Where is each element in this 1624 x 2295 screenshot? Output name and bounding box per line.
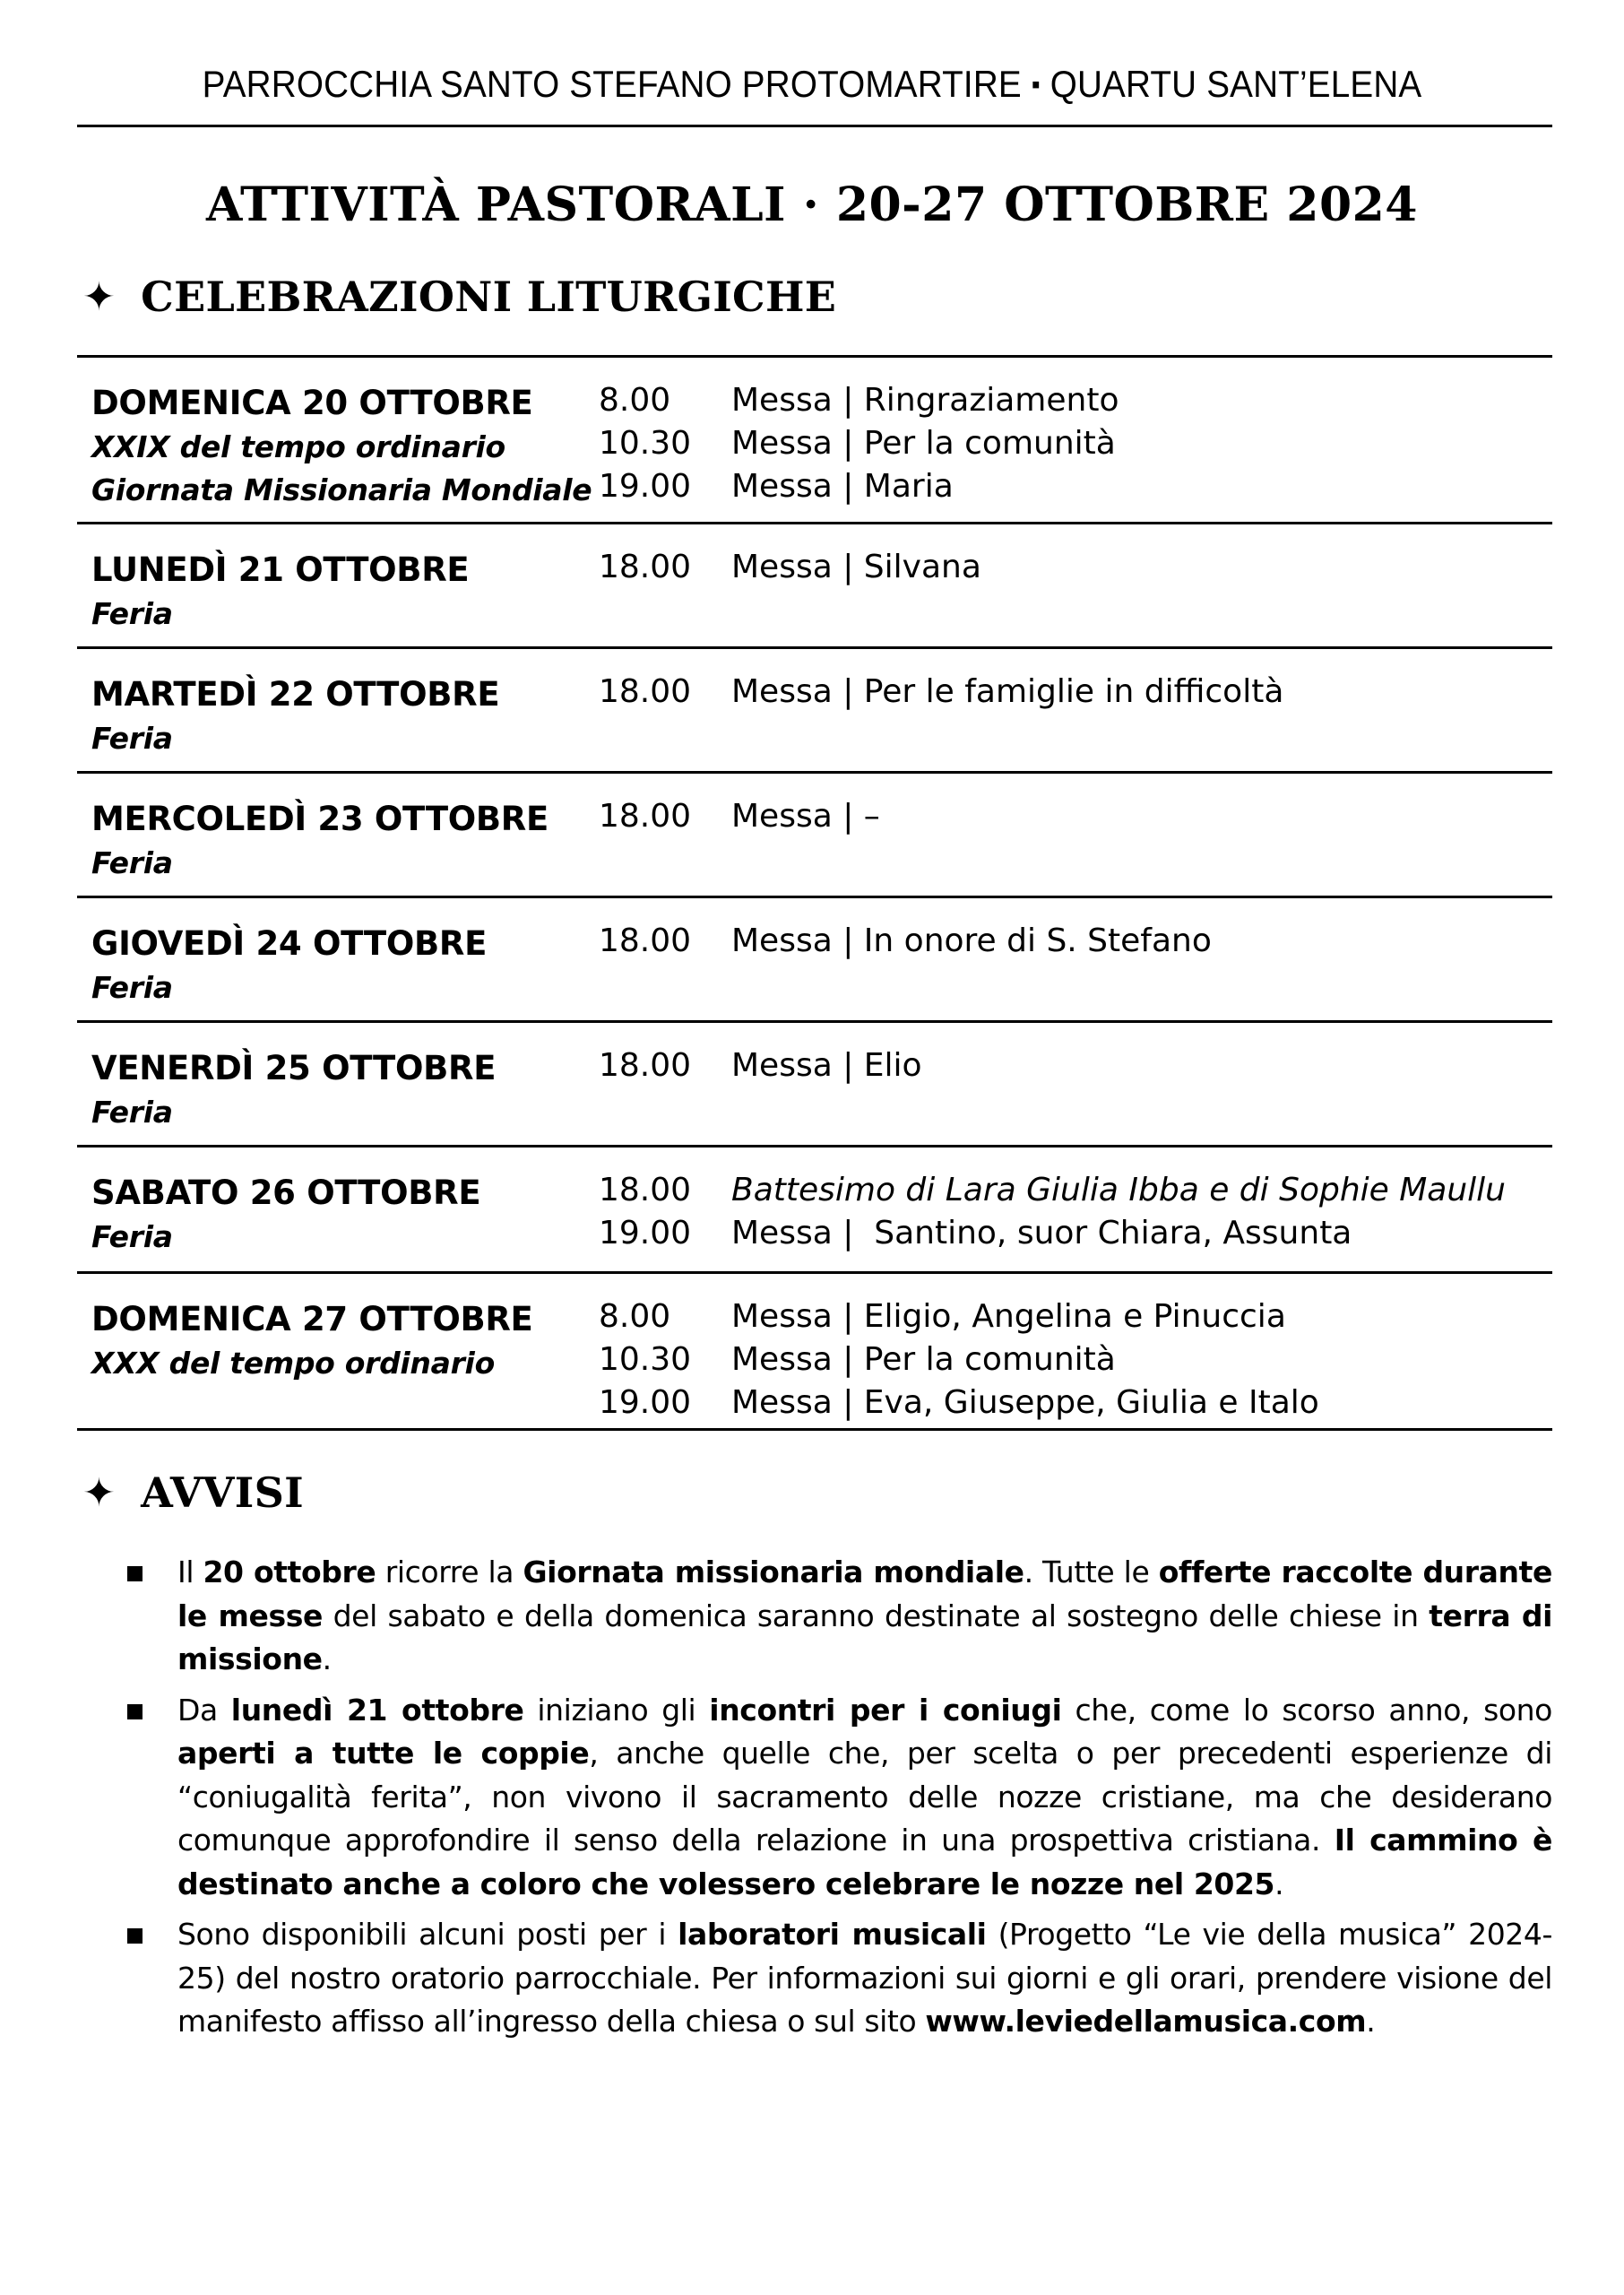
day-name: SABATO 26 OTTOBRE [91, 1173, 481, 1212]
mass-intention: Messa | Silvana [731, 549, 981, 585]
schedule-row [77, 898, 1552, 1020]
mass-entry [599, 379, 1552, 422]
liturgy-section-heading [82, 273, 836, 321]
day-subtitle: XXX del tempo ordinario [91, 1346, 495, 1381]
notice-emphasis: aperti a tutte le coppie [177, 1736, 590, 1771]
mass-list [599, 1274, 1552, 1428]
notice-text: che, come lo scorso anno, sono [1061, 1692, 1552, 1728]
notice-text: ricorre la [376, 1555, 523, 1589]
notice-text: . Tutte le [1024, 1555, 1159, 1589]
notice-emphasis: terra di missione [177, 1598, 1552, 1676]
notices-heading-text: AVVISI [141, 1468, 304, 1517]
notice-text: Sono disponibili alcuni posti per i [177, 1917, 678, 1952]
day-name: MERCOLEDÌ 23 OTTOBRE [91, 800, 549, 838]
bullet-square-icon [127, 1928, 143, 1944]
mass-time: 19.00 [599, 1215, 692, 1251]
mass-intention: Messa | Per la comunità [731, 425, 1116, 462]
liturgy-heading-text: CELEBRAZIONI LITURGICHE [141, 273, 837, 321]
notice-item [77, 1689, 1552, 1907]
day-label [77, 649, 599, 771]
day-name: VENERDÌ 25 OTTOBRE [91, 1049, 497, 1087]
schedule-row [77, 1023, 1552, 1145]
mass-intention: Messa | In onore di S. Stefano [731, 922, 1212, 959]
parish-header [65, 63, 1559, 106]
mass-intention: Messa | Per la comunità [731, 1341, 1116, 1378]
mass-list [599, 524, 1552, 646]
title-separator: · [802, 178, 820, 232]
mass-entry [599, 465, 1552, 508]
notices-list [77, 1551, 1552, 2051]
day-label [77, 1274, 599, 1428]
star-icon: ✦ [82, 1469, 117, 1516]
day-name: GIOVEDÌ 24 OTTOBRE [91, 924, 488, 963]
day-label [77, 898, 599, 1020]
notice-item [77, 1551, 1552, 1682]
notices-section-heading [82, 1468, 304, 1517]
day-subtitle: Feria [91, 1095, 173, 1130]
day-subtitle: Feria [91, 1219, 173, 1254]
notice-text: , anche quelle che, per scelta o per precedenti esperienze di “coniugalità ferita”, non vivono il sacramento delle nozze cristiane, ma che desiderano comunque approfondire il senso della relazione in una prospettiva cristiana. [177, 1736, 1553, 1858]
notice-text: iniziano gli [523, 1692, 710, 1728]
day-subtitle: Feria [91, 596, 173, 631]
mass-entry [599, 1169, 1552, 1212]
day-label [77, 1023, 599, 1145]
notice-emphasis: Giornata missionaria mondiale [523, 1555, 1024, 1589]
mass-entry [599, 546, 1552, 589]
title-main: ATTIVITÀ PASTORALI [205, 178, 786, 232]
notice-text: Da [177, 1692, 231, 1728]
notice-item [77, 1913, 1552, 2044]
mass-time: 10.30 [599, 1341, 692, 1378]
mass-list [599, 898, 1552, 1020]
mass-entry [599, 1381, 1552, 1425]
mass-entry [599, 422, 1552, 465]
mass-intention: Messa | – [731, 798, 880, 835]
mass-list [599, 774, 1552, 896]
mass-list [599, 1148, 1552, 1271]
mass-time: 18.00 [599, 1047, 692, 1084]
mass-intention: Messa | Eva, Giuseppe, Giulia e Italo [731, 1384, 1319, 1421]
header-separator: ▪ [1031, 70, 1041, 100]
day-subtitle: Feria [91, 845, 173, 880]
mass-intention: Messa | Per le famiglie in difficoltà [731, 673, 1284, 710]
notice-emphasis: offerte raccolte durante le messe [177, 1555, 1552, 1633]
schedule-row [77, 524, 1552, 646]
mass-intention: Messa | Maria [731, 468, 954, 505]
header-divider [77, 125, 1552, 127]
notice-text: . [1366, 2004, 1376, 2039]
mass-time: 19.00 [599, 1384, 692, 1421]
day-label [77, 1148, 599, 1271]
mass-intention: Messa | Eligio, Angelina e Pinuccia [731, 1298, 1286, 1335]
mass-entry [599, 1338, 1552, 1381]
mass-intention: Messa | Ringraziamento [731, 382, 1119, 419]
bullet-square-icon [127, 1566, 143, 1581]
mass-time: 18.00 [599, 798, 692, 835]
mass-intention: Battesimo di Lara Giulia Ibba e di Sophie Maullu [731, 1172, 1506, 1208]
mass-list [599, 358, 1552, 522]
notice-emphasis: Il cammino è destinato anche a coloro che volessero celebrare le nozze nel 2025 [177, 1823, 1552, 1901]
mass-list [599, 649, 1552, 771]
notice-emphasis: 20 ottobre [203, 1555, 376, 1589]
day-label [77, 358, 599, 522]
notice-emphasis: incontri per i coniugi [709, 1692, 1062, 1728]
mass-entry [599, 671, 1552, 714]
mass-time: 18.00 [599, 922, 692, 959]
title-dates: 20-27 OTTOBRE 2024 [835, 178, 1418, 232]
bullet-square-icon [127, 1704, 143, 1719]
mass-time: 10.30 [599, 425, 692, 462]
mass-time: 18.00 [599, 549, 692, 585]
mass-time: 18.00 [599, 1172, 692, 1208]
liturgy-schedule [77, 355, 1552, 1431]
mass-intention: Messa | Elio [731, 1047, 922, 1084]
schedule-row [77, 649, 1552, 771]
mass-time: 8.00 [599, 382, 671, 419]
notice-text: del sabato e della domenica saranno destinate al sostegno delle chiese in [322, 1598, 1430, 1633]
day-subtitle: Giornata Missionaria Mondiale [91, 472, 592, 507]
notice-text: Il [177, 1555, 203, 1589]
mass-time: 8.00 [599, 1298, 671, 1335]
day-name: LUNEDÌ 21 OTTOBRE [91, 550, 470, 589]
schedule-row [77, 358, 1552, 522]
star-icon: ✦ [82, 273, 117, 320]
schedule-row [77, 1274, 1552, 1428]
day-subtitle: XXIX del tempo ordinario [91, 429, 505, 464]
day-name: DOMENICA 20 OTTOBRE [91, 384, 533, 422]
day-label [77, 524, 599, 646]
mass-list [599, 1023, 1552, 1145]
day-label [77, 774, 599, 896]
day-name: DOMENICA 27 OTTOBRE [91, 1300, 533, 1338]
table-rule [77, 1428, 1552, 1431]
mass-intention: Messa | Santino, suor Chiara, Assunta [731, 1215, 1352, 1251]
notice-text: (Progetto “Le vie della musica” 2024-25) del nostro oratorio parrocchiale. Per informazioni sui giorni e gli orari, prendere visione del manifesto affisso all’ingresso della chiesa o sul sito [177, 1917, 1552, 2039]
schedule-row [77, 1148, 1552, 1271]
notice-text: . [1274, 1866, 1284, 1901]
mass-entry [599, 1295, 1552, 1338]
notice-emphasis: www.leviedellamusica.com [925, 2004, 1367, 2039]
mass-entry [599, 795, 1552, 838]
mass-entry [599, 920, 1552, 963]
day-name: MARTEDÌ 22 OTTOBRE [91, 675, 500, 714]
day-subtitle: Feria [91, 970, 173, 1005]
day-subtitle: Feria [91, 721, 173, 756]
mass-entry [599, 1212, 1552, 1255]
parish-town: QUARTU SANT’ELENA [1050, 63, 1422, 105]
page-title [0, 178, 1624, 232]
notice-emphasis: laboratori musicali [678, 1917, 987, 1952]
schedule-row [77, 774, 1552, 896]
mass-entry [599, 1044, 1552, 1087]
mass-time: 18.00 [599, 673, 692, 710]
notice-emphasis: lunedì 21 ottobre [230, 1692, 524, 1728]
mass-time: 19.00 [599, 468, 692, 505]
parish-name: PARROCCHIA SANTO STEFANO PROTOMARTIRE [202, 63, 1022, 105]
notice-text: . [322, 1641, 332, 1676]
